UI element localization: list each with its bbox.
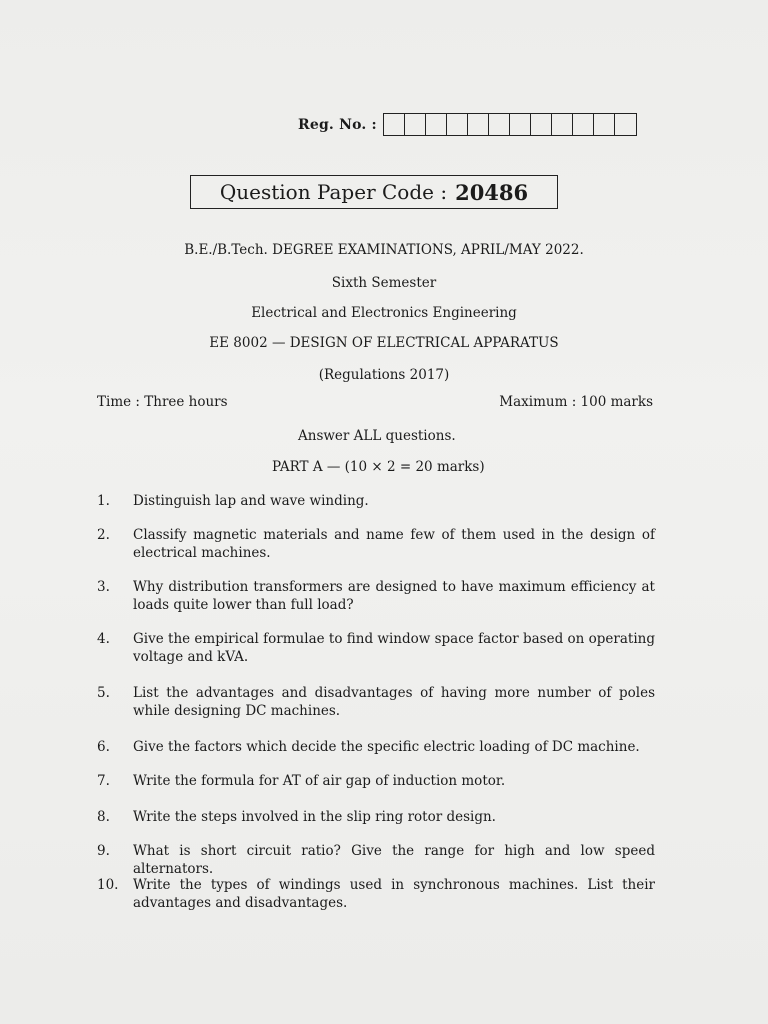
department: Electrical and Electronics Engineering: [251, 305, 517, 321]
question-text: Give the factors which decide the specific electric loading of DC machine.: [133, 739, 640, 755]
question-text: Write the formula for AT of air gap of induction motor.: [133, 773, 506, 789]
question-text: What is short circuit ratio? Give the range for high and low speed alternators.: [133, 843, 655, 877]
question-text: Write the types of windings used in synchronous machines. List their advantages and disadvantages.: [133, 877, 655, 911]
question-item: [97, 526, 655, 562]
time-marks-row: [97, 394, 653, 410]
question-item: [97, 876, 655, 912]
reg-no-boxes: [383, 113, 637, 136]
question-item: [97, 684, 655, 720]
subject-title: EE 8002 — DESIGN OF ELECTRICAL APPARATUS: [209, 335, 559, 351]
question-number: 6.: [97, 739, 110, 755]
reg-no-digit-box: [531, 114, 552, 135]
paper-code-label: Question Paper Code :: [219, 180, 448, 204]
question-number: 2.: [97, 527, 110, 543]
paper-code-value: 20486: [455, 179, 529, 205]
question-number: 1.: [97, 493, 110, 509]
question-number: 4.: [97, 631, 110, 647]
regulations: (Regulations 2017): [318, 367, 450, 383]
question-item: [97, 738, 655, 756]
maximum-marks: Maximum : 100 marks: [499, 394, 653, 410]
question-item: [97, 808, 655, 826]
question-number: 9.: [97, 843, 110, 859]
reg-no-digit-box: [594, 114, 615, 135]
question-text: Write the steps involved in the slip ring rotor design.: [133, 809, 496, 825]
question-number: 7.: [97, 773, 110, 789]
question-text: Classify magnetic materials and name few of them used in the design of electrical machines.: [133, 527, 655, 561]
time-allowed: Time : Three hours: [97, 394, 228, 410]
reg-no-digit-box: [573, 114, 594, 135]
part-a-heading: PART A — (10 × 2 = 20 marks): [272, 459, 485, 475]
question-number: 3.: [97, 579, 110, 595]
question-text: Give the empirical formulae to find window space factor based on operating voltage and kVA.: [133, 631, 655, 665]
question-item: [97, 772, 655, 790]
semester: Sixth Semester: [331, 275, 437, 291]
reg-no-digit-box: [510, 114, 531, 135]
reg-no-digit-box: [405, 114, 426, 135]
question-number: 10.: [97, 877, 119, 893]
reg-no-digit-box: [552, 114, 573, 135]
reg-no-field: [298, 113, 637, 136]
reg-no-digit-box: [489, 114, 510, 135]
question-text: Distinguish lap and wave winding.: [133, 493, 369, 509]
reg-no-digit-box: [447, 114, 468, 135]
reg-no-label: Reg. No. :: [298, 116, 377, 133]
question-paper-code-box: [190, 175, 558, 209]
question-item: [97, 630, 655, 666]
reg-no-digit-box: [615, 114, 636, 135]
question-text: List the advantages and disadvantages of having more number of poles while designing DC machines.: [133, 685, 655, 719]
instruction: Answer ALL questions.: [298, 428, 456, 444]
reg-no-digit-box: [468, 114, 489, 135]
reg-no-digit-box: [384, 114, 405, 135]
question-item: [97, 578, 655, 614]
question-number: 5.: [97, 685, 110, 701]
question-item: [97, 842, 655, 878]
question-number: 8.: [97, 809, 110, 825]
exam-title: B.E./B.Tech. DEGREE EXAMINATIONS, APRIL/MAY 2022.: [184, 242, 584, 258]
question-item: [97, 492, 655, 510]
question-text: Why distribution transformers are designed to have maximum efficiency at loads quite lower than full load?: [133, 579, 655, 613]
reg-no-digit-box: [426, 114, 447, 135]
